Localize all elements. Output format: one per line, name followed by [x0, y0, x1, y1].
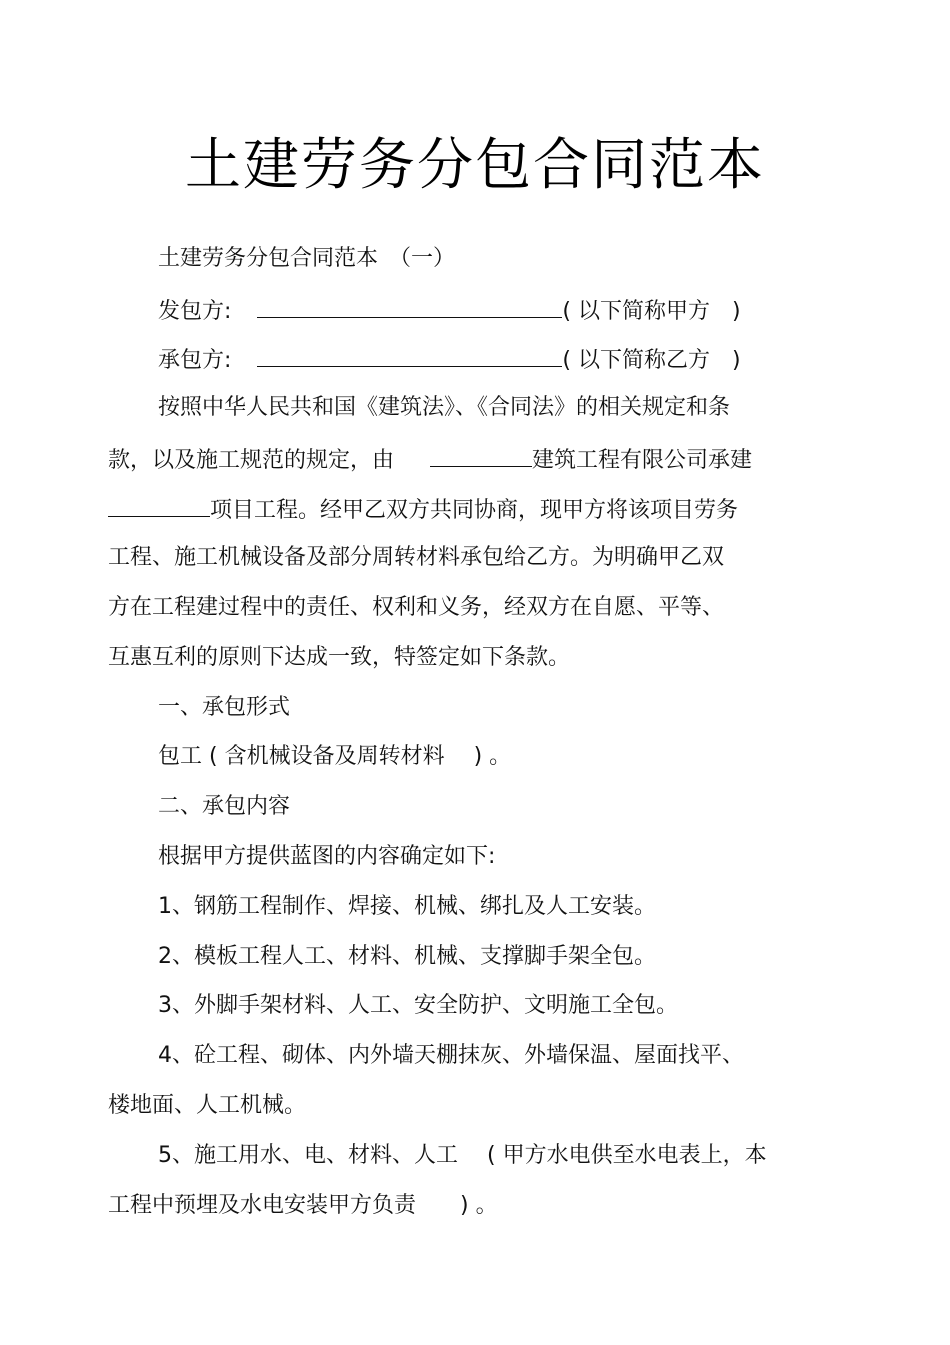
section-2-item-5-line-2: 工程中预埋及水电安装甲方负责 ) 。 — [108, 1193, 498, 1218]
project-name-blank — [108, 492, 210, 517]
preamble-line-2-after: 建筑工程有限公司承建 — [532, 448, 753, 473]
section-1-heading: 一、承包形式 — [158, 695, 291, 720]
preamble-line-2 — [108, 442, 752, 477]
party-a-suffix: ( 以下简称甲方 ) — [562, 299, 741, 324]
preamble-line-2-before: 款，以及施工规范的规定，由 — [108, 448, 395, 473]
party-b-blank — [257, 342, 562, 367]
section-2-item-3: 3、外脚手架材料、人工、安全防护、文明施工全包。 — [158, 993, 678, 1018]
section-2-item-4-line-2: 楼地面、人工机械。 — [108, 1093, 307, 1118]
preamble-line-5: 方在工程建过程中的责任、权利和义务，经双方在自愿、平等、 — [108, 595, 725, 620]
section-2-item-4-line-1: 4、砼工程、砌体、内外墙天棚抹灰、外墙保温、屋面找平、 — [158, 1043, 744, 1068]
contractor-name-blank — [430, 442, 532, 467]
preamble-line-3-after: 项目工程。经甲乙双方共同协商，现甲方将该项目劳务 — [210, 498, 739, 523]
section-1-body: 包工 ( 含机械设备及周转材料 ) 。 — [158, 744, 512, 769]
section-2-item-5-line-1: 5、施工用水、电、材料、人工 ( 甲方水电供至水电表上，本 — [158, 1143, 767, 1168]
party-a-blank — [257, 293, 562, 318]
preamble-line-6: 互惠互利的原则下达成一致，特签定如下条款。 — [108, 645, 571, 670]
preamble-line-3 — [108, 492, 738, 527]
party-b-suffix: ( 以下简称乙方 ) — [562, 348, 741, 373]
party-a-label: 发包方: — [158, 299, 232, 324]
party-a-line — [158, 293, 741, 328]
document-subtitle: 土建劳务分包合同范本 （一） — [158, 246, 456, 271]
party-b-label: 承包方: — [158, 348, 232, 373]
party-b-line — [158, 342, 741, 377]
section-2-intro: 根据甲方提供蓝图的内容确定如下: — [158, 844, 496, 869]
preamble-line-4: 工程、施工机械设备及部分周转材料承包给乙方。为明确甲乙双 — [108, 545, 725, 570]
section-2-heading: 二、承包内容 — [158, 794, 291, 819]
section-2-item-2: 2、模板工程人工、材料、机械、支撑脚手架全包。 — [158, 944, 656, 969]
section-2-item-1: 1、钢筋工程制作、焊接、机械、绑扎及人工安装。 — [158, 894, 656, 919]
document-title: 土建劳务分包合同范本 — [185, 133, 765, 198]
preamble-line-1: 按照中华人民共和国《建筑法》、《合同法》的相关规定和条 — [158, 395, 731, 420]
